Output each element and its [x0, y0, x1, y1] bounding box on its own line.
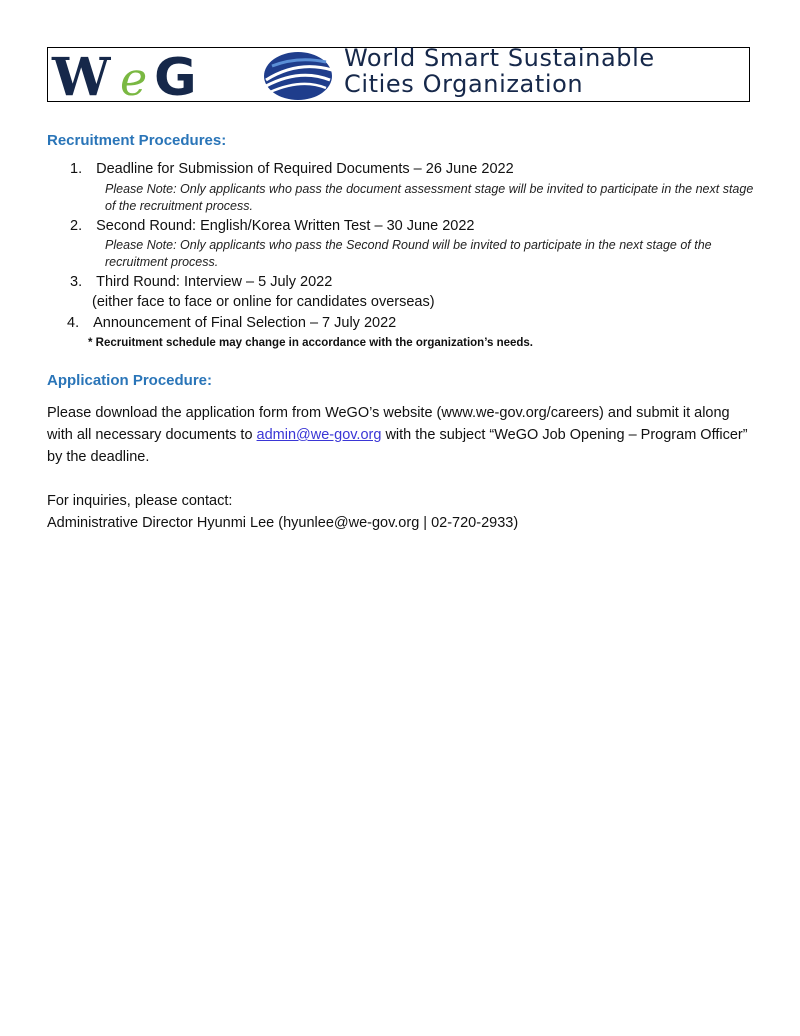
paragraph-text: Please download the application form from WeGO’s website (www.we-gov.org/careers) and submit it along with all necessary documents to — [47, 405, 730, 443]
header-banner — [47, 44, 750, 102]
paragraph-text: with the subject “WeGO Job Opening – Program Officer” by the deadline. — [47, 427, 748, 465]
email-link[interactable]: admin@we-gov.org — [256, 427, 382, 443]
item-note: Please Note: Only applicants who pass the document assessment stage will be invited to participate in the next stage of the recruitment process. — [105, 182, 754, 213]
item-number: 4. — [67, 315, 80, 331]
application-paragraph — [47, 402, 757, 468]
globe-icon — [264, 52, 332, 100]
item-text: Deadline for Submission of Required Documents – 26 June 2022 — [96, 161, 514, 177]
item-number: 3. — [70, 274, 83, 290]
recruitment-title: Recruitment Procedures: — [47, 132, 227, 149]
item-text: Announcement of Final Selection – 7 July 2022 — [93, 315, 397, 331]
list-item — [70, 274, 332, 290]
item-number: 2. — [70, 218, 83, 234]
item-text: Third Round: Interview – 5 July 2022 — [96, 274, 333, 290]
logo-letter-e: e — [120, 52, 148, 101]
contact-line: For inquiries, please contact: — [47, 493, 233, 509]
item-number: 1. — [70, 161, 83, 177]
list-item — [70, 218, 474, 234]
org-name-line2: Cities Organization — [344, 70, 584, 98]
schedule-note: * Recruitment schedule may change in accordance with the organization’s needs. — [88, 337, 533, 349]
item-subtext: (either face to face or online for candidates overseas) — [92, 294, 435, 310]
wego-logo — [50, 50, 340, 101]
logo-letter-g: G — [154, 50, 197, 101]
list-item — [70, 161, 514, 177]
list-item — [67, 315, 396, 331]
org-name-line1: World Smart Sustainable — [344, 44, 655, 72]
item-text: Second Round: English/Korea Written Test – 30 June 2022 — [96, 218, 475, 234]
contact-details: Administrative Director Hyunmi Lee (hyunlee@we-gov.org | 02-720-2933) — [47, 515, 519, 531]
logo-letter-w: W — [52, 50, 111, 101]
item-note: Please Note: Only applicants who pass the Second Round will be invited to participate in the next stage of the recruitment process. — [105, 238, 712, 269]
application-title: Application Procedure: — [47, 372, 213, 389]
contact-block — [47, 490, 757, 534]
organization-name — [344, 45, 754, 97]
